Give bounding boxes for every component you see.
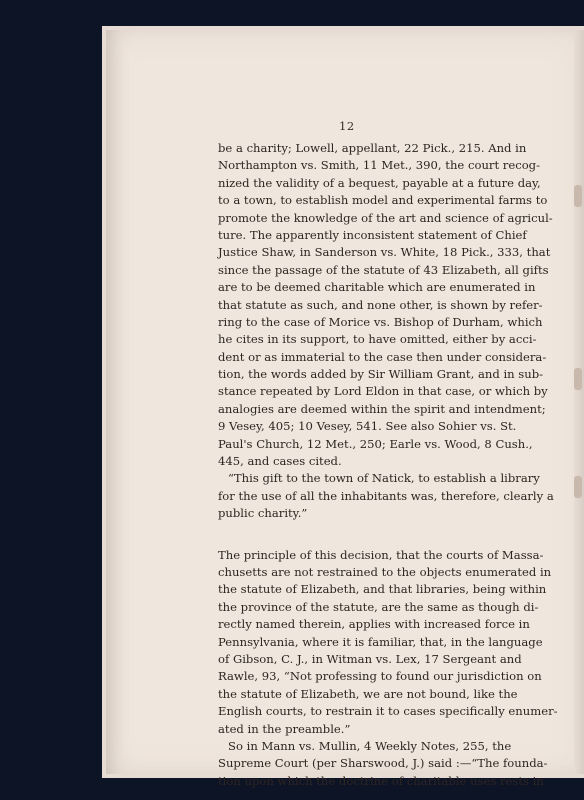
text-line: the statute of Elizabeth, and that libraries, being within	[218, 582, 547, 597]
page-number: 12	[339, 119, 355, 133]
page-tab-mark	[574, 185, 582, 207]
text-line: “This gift to the town of Natick, to establish a library	[228, 471, 540, 486]
text-line: So in Mann vs. Mullin, 4 Weekly Notes, 255, the	[228, 738, 512, 753]
text-line: chusetts are not restrained to the objects enumerated in	[218, 564, 552, 579]
page-tab-mark	[574, 476, 582, 498]
text-line: ture. The apparently inconsistent statement of Chief	[218, 227, 527, 242]
text-line: ated in the preamble.”	[218, 721, 351, 736]
text-line: Paul's Church, 12 Met., 250; Earle vs. Wood, 8 Cush.,	[218, 436, 533, 451]
text-line: nized the validity of a bequest, payable at a future day,	[218, 175, 541, 190]
text-line: ring to the case of Morice vs. Bishop of Durham, which	[218, 314, 543, 329]
text-line: he cites in its support, to have omitted, either by acci-	[218, 332, 537, 347]
text-line: Pennsylvania, where it is familiar, that, in the language	[218, 634, 543, 649]
text-line: 445, and cases cited.	[218, 454, 342, 469]
text-line: tion, the words added by Sir William Grant, and in sub-	[218, 367, 544, 382]
text-line: dent or as immaterial to the case then under considera-	[218, 349, 547, 364]
text-line: since the passage of the statute of 43 Elizabeth, all gifts	[218, 262, 549, 277]
text-line: 9 Vesey, 405; 10 Vesey, 541. See also Sohier vs. St.	[218, 419, 517, 434]
text-line: of Gibson, C. J., in Witman vs. Lex, 17 Sergeant and	[218, 651, 522, 666]
text-line: analogies are deemed within the spirit and intendment;	[218, 401, 546, 416]
text-line: the province of the statute, are the same as though di-	[218, 599, 539, 614]
page-edge	[574, 30, 584, 774]
text-line: promote the knowledge of the art and science of agricul-	[218, 210, 553, 225]
text-line: Justice Shaw, in Sanderson vs. White, 18 Pick., 333, that	[218, 245, 551, 260]
text-line: The principle of this decision, that the courts of Massa-	[218, 547, 544, 562]
text-line: the statute of Elizabeth, we are not bound, like the	[218, 686, 518, 701]
paragraph-gap	[218, 523, 500, 547]
text-line: that statute as such, and none other, is shown by refer-	[218, 297, 543, 312]
text-line: Northampton vs. Smith, 11 Met., 390, the court recog-	[218, 158, 541, 173]
text-line: public charity.”	[218, 506, 308, 521]
body-text	[218, 140, 558, 790]
text-line: English courts, to restrain it to cases specifically enumer-	[218, 704, 558, 719]
page-tab-mark	[574, 368, 582, 390]
text-line: stance repeated by Lord Eldon in that case, or which by	[218, 384, 548, 399]
text-line: to a town, to establish model and experimental farms to	[218, 193, 548, 208]
text-line: Supreme Court (per Sharswood, J.) said :—“The founda-	[218, 756, 548, 771]
text-line: tion upon which the doctrine of charitable uses rests in	[218, 773, 544, 788]
text-line: Rawle, 93, “Not professing to found our jurisdiction on	[218, 669, 542, 684]
text-line: rectly named therein, applies with increased force in	[218, 617, 530, 632]
text-line: are to be deemed charitable which are enumerated in	[218, 280, 536, 295]
text-line: be a charity; Lowell, appellant, 22 Pick., 215. And in	[218, 141, 527, 155]
text-line: for the use of all the inhabitants was, therefore, clearly a	[218, 488, 554, 503]
